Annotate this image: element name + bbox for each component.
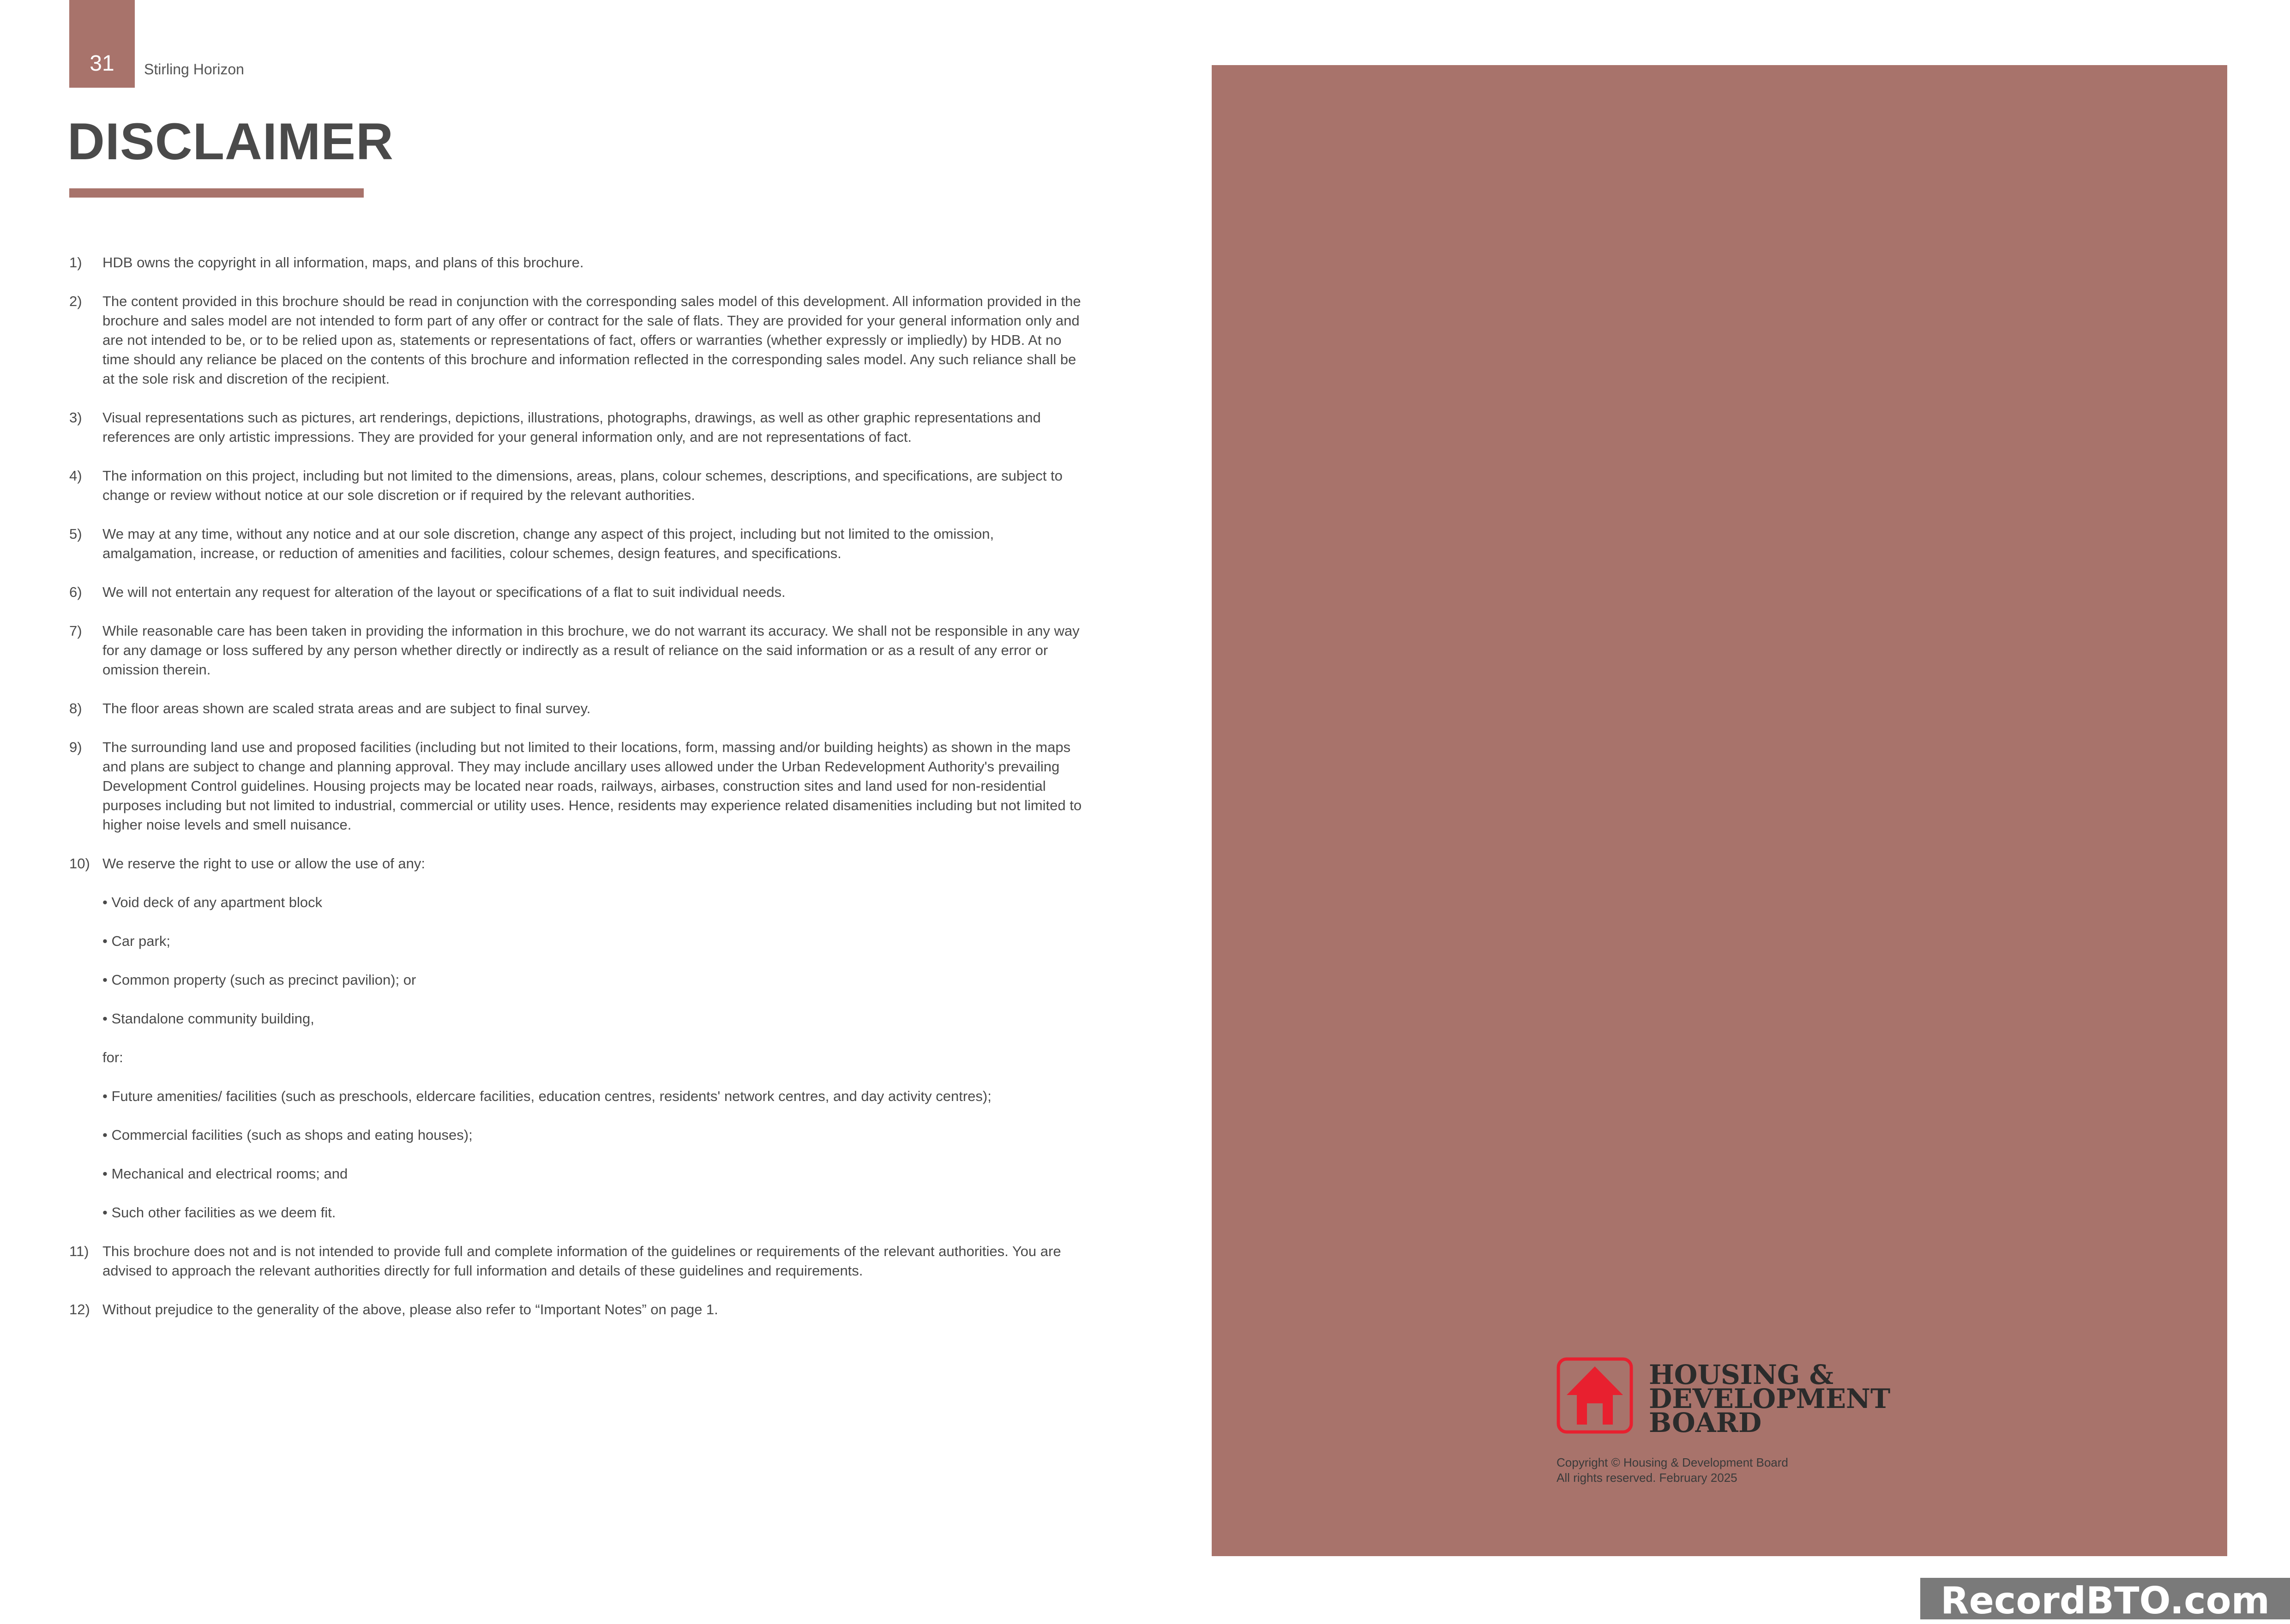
project-name: Stirling Horizon — [144, 61, 244, 78]
watermark: RecordBTO.com — [1920, 1578, 2290, 1619]
disclaimer-item-1 — [69, 253, 1085, 272]
item-text: We reserve the right to use or allow the use of any: — [102, 855, 426, 872]
item-text: This brochure does not and is not intended to provide full and complete information of the guidelines or requirements of the relevant authorities. You are advised to approach the relevant authorities directly for full information and details of these guidelines and requirements. — [102, 1243, 1061, 1279]
item-text: The content provided in this brochure should be read in conjunction with the corresponding sales model of this development. All information provided in the brochure and sales model are not intended to form part of any offer or contract for the sale of flats. They are provided for your general information only and are not intended to be, or to be relied upon as, statements or representations of fact, offers or warranties (whether expressly or impliedly) by HDB. At no time should any reliance be placed on the contents of this brochure and information reflected in the corresponding sales model. Any such reliance shall be at the sole risk and discretion of the recipient. — [102, 293, 1081, 387]
item-text: We may at any time, without any notice and at our sole discretion, change any aspect of this project, including but not limited to the omission, amalgamation, increase, or reduction of amenities and facilities, colour schemes, design features, and specifications. — [102, 526, 994, 561]
back-cover-panel — [1212, 65, 2227, 1556]
hdb-house-arrow-icon — [1567, 1366, 1623, 1425]
hdb-logo-line-3: BOARD — [1649, 1407, 1762, 1438]
item-number: 10) — [69, 855, 90, 872]
disclaimer-item-4 — [69, 466, 1085, 505]
page-number: 31 — [90, 51, 114, 76]
title-underline — [69, 188, 364, 198]
disclaimer-item-5 — [69, 524, 1085, 563]
item-text: HDB owns the copyright in all information, maps, and plans of this brochure. — [102, 254, 584, 271]
item-text: We will not entertain any request for alteration of the layout or specifications of a flat to suit individual needs. — [102, 584, 786, 600]
hdb-logo-line-2: DEVELOPMENT — [1649, 1383, 1891, 1414]
item-number: 8) — [69, 700, 82, 716]
disclaimer-item-8 — [69, 699, 1085, 718]
item-number: 7) — [69, 623, 82, 639]
bullet-car-park: • Car park; — [102, 933, 170, 949]
bullet-common-property: • Common property (such as precinct pavilion); or — [102, 972, 416, 988]
disclaimer-item-11 — [69, 1242, 1085, 1281]
item-text: Visual representations such as pictures, art renderings, depictions, illustrations, photographs, drawings, as well as other graphic representations and references are only artistic impressions. They are provided for your general information only, and are not representations of fact. — [102, 409, 1041, 445]
disclaimer-item-9 — [69, 738, 1085, 835]
bullet-other-facilities: • Such other facilities as we deem fit. — [102, 1204, 336, 1221]
disclaimer-item-10 — [69, 854, 1085, 1222]
copyright-notice — [1557, 1455, 1788, 1486]
item-text: The surrounding land use and proposed facilities (including but not limited to their locations, form, massing and/or building heights) as shown in the maps and plans are subject to change and planning approval. They may include ancillary uses allowed under the Urban Redevelopment Authority's prevailing Development Control guidelines. Housing projects may be located near roads, railways, airbases, construction sites and land used for non-residential purposes including but not limited to industrial, commercial or utility uses. Hence, residents may experience related disamenities including but not limited to higher noise levels and smell nuisance. — [102, 739, 1082, 833]
disclaimer-item-3 — [69, 408, 1085, 447]
disclaimer-item-2 — [69, 292, 1085, 389]
page-title: DISCLAIMER — [67, 113, 394, 170]
item-number: 6) — [69, 584, 82, 600]
item-number: 4) — [69, 468, 82, 484]
disclaimer-list — [69, 253, 1085, 1319]
for-label: for: — [102, 1049, 123, 1065]
bullet-mechanical-rooms: • Mechanical and electrical rooms; and — [102, 1166, 348, 1182]
bullet-void-deck: • Void deck of any apartment block — [102, 894, 323, 910]
item-number: 11) — [69, 1243, 89, 1259]
disclaimer-item-6 — [69, 583, 1085, 602]
item-number: 9) — [69, 739, 82, 755]
bullet-commercial-facilities: • Commercial facilities (such as shops and eating houses); — [102, 1127, 473, 1143]
item-number: 5) — [69, 526, 82, 542]
disclaimer-item-12 — [69, 1300, 1085, 1319]
item-text: Without prejudice to the generality of the above, please also refer to “Important Notes” on page 1. — [102, 1301, 718, 1317]
item-number: 3) — [69, 409, 82, 426]
item-text: While reasonable care has been taken in providing the information in this brochure, we do not warrant its accuracy. We shall not be responsible in any way for any damage or loss suffered by any person whether directly or indirectly as a result of reliance on the said information or as a result of any error or omission therein. — [102, 623, 1080, 678]
item-text: The information on this project, including but not limited to the dimensions, areas, plans, colour schemes, descriptions, and specifications, are subject to change or review without notice at our sole discretion or if required by the relevant authorities. — [102, 468, 1063, 503]
bullet-community-building: • Standalone community building, — [102, 1010, 314, 1027]
copyright-line: Copyright © Housing & Development Board — [1557, 1456, 1788, 1469]
disclaimer-item-7 — [69, 621, 1085, 680]
hdb-logo-line-1: HOUSING & — [1649, 1359, 1834, 1390]
item-text: The floor areas shown are scaled strata areas and are subject to final survey. — [102, 700, 591, 716]
item-number: 1) — [69, 254, 82, 271]
item-number: 12) — [69, 1301, 90, 1317]
hdb-logo — [1557, 1357, 1891, 1438]
bullet-future-amenities: • Future amenities/ facilities (such as preschools, eldercare facilities, education centres, residents' network centres, and day activity centres); — [102, 1088, 992, 1104]
item-number: 2) — [69, 293, 82, 309]
rights-reserved-line: All rights reserved. February 2025 — [1557, 1471, 1737, 1485]
